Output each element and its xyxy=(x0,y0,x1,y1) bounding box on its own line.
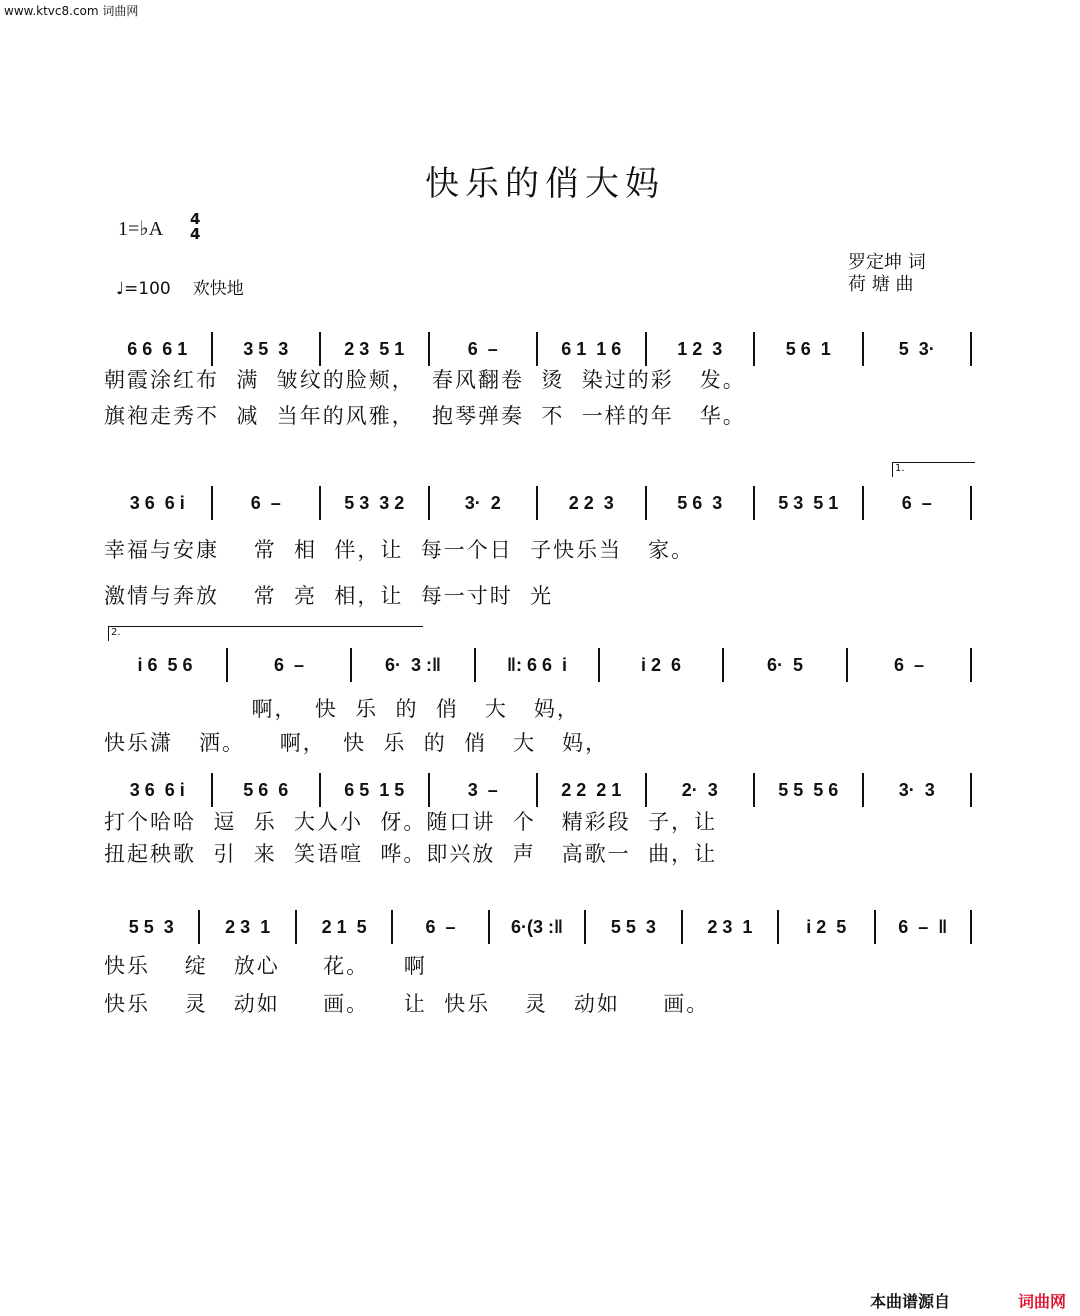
staff-line xyxy=(104,334,972,364)
measure: i 2 6 xyxy=(600,648,724,682)
measure: 5 3· xyxy=(864,332,973,366)
lyric-line: 幸福与安康 常 相 伴，让 每一个日 子快乐当 家。 xyxy=(104,538,695,562)
lyric-line: 快乐潇 洒。 啊， 快 乐 的 俏 大 妈， xyxy=(104,731,609,755)
measure: 5 3 5 1 xyxy=(755,486,864,520)
mood: 欢快地 xyxy=(192,279,244,299)
measure: i 6 5 6 xyxy=(104,648,228,682)
lyric-line: 快乐 灵 动如 画。 让 快乐 灵 动如 画。 xyxy=(104,992,710,1016)
measure: 3 6 6 i xyxy=(104,773,213,807)
measure: 6 – xyxy=(213,486,322,520)
measure: 1 2 3 xyxy=(647,332,756,366)
lyric-line: 打个哈哈 逗 乐 大人小 伢。随口讲 个 精彩段 子，让 xyxy=(104,810,718,834)
measure: 6· 3 :‖ xyxy=(352,648,476,682)
measure: 6 6 6 1 xyxy=(104,332,213,366)
lyric-line: 扭起秧歌 引 来 笑语喧 哗。即兴放 声 高歌一 曲，让 xyxy=(104,842,718,866)
measure: 5 5 5 6 xyxy=(755,773,864,807)
staff-line xyxy=(104,775,972,805)
measure: 2 3 1 xyxy=(683,910,779,944)
measure: 5 5 3 xyxy=(104,910,200,944)
measure: 6 5 1 5 xyxy=(321,773,430,807)
measure: 3· 2 xyxy=(430,486,539,520)
measure: 3· 3 xyxy=(864,773,973,807)
time-signature xyxy=(190,212,200,242)
measure: 6· 5 xyxy=(724,648,848,682)
measure: 5 6 6 xyxy=(213,773,322,807)
lyric-line: 旗袍走秀不 减 当年的风雅， 抱琴弹奏 不 一样的年 华。 xyxy=(104,404,746,428)
lyric-line: 激情与奔放 常 亮 相，让 每一寸时 光 xyxy=(104,584,554,608)
site-label[interactable]: www.ktvc8.com 词曲网 xyxy=(4,4,139,18)
song-title: 快乐的俏大妈 xyxy=(425,164,665,204)
tempo-value: ♩=100 xyxy=(116,279,171,299)
tempo-marking xyxy=(116,274,244,299)
measure: ‖: 6 6 i xyxy=(476,648,600,682)
staff-line xyxy=(104,488,972,518)
measure: 6 – xyxy=(864,486,973,520)
footer-site[interactable]: 词曲网 xyxy=(1017,1292,1066,1311)
key-signature: 1=♭A xyxy=(118,218,164,240)
measure: 2 2 3 xyxy=(538,486,647,520)
lyricist: 罗定坤 词 xyxy=(848,252,926,273)
measure: 5 5 3 xyxy=(586,910,682,944)
measure: 6 1 1 6 xyxy=(538,332,647,366)
composer: 荷 塘 曲 xyxy=(848,274,914,295)
measure: 2 2 2 1 xyxy=(538,773,647,807)
measure: 6 – xyxy=(848,648,972,682)
measure: 2 3 1 xyxy=(200,910,296,944)
volta-bracket: 1. xyxy=(892,462,975,477)
measure: 2 3 5 1 xyxy=(321,332,430,366)
measure: 3 5 3 xyxy=(213,332,322,366)
staff-line xyxy=(104,912,972,942)
measure: 5 3 3 2 xyxy=(321,486,430,520)
ts-top: 4 xyxy=(190,210,201,228)
measure: 6 – xyxy=(430,332,539,366)
lyric-line: 快乐 绽 放心 花。 啊 xyxy=(104,954,427,978)
volta-bracket: 2. xyxy=(108,626,423,641)
measure: 5 6 1 xyxy=(755,332,864,366)
measure: 5 6 3 xyxy=(647,486,756,520)
footer-source: 本曲谱源自 xyxy=(869,1292,950,1311)
measure: 6·(3 :‖ xyxy=(490,910,586,944)
ts-bottom: 4 xyxy=(190,225,201,243)
measure: 2 1 5 xyxy=(297,910,393,944)
staff-line xyxy=(104,650,972,680)
measure: 3 – xyxy=(430,773,539,807)
measure: 3 6 6 i xyxy=(104,486,213,520)
measure: 2· 3 xyxy=(647,773,756,807)
measure: 6 – ‖ xyxy=(876,910,972,944)
credits xyxy=(848,252,926,296)
lyric-line: 朝霞涂红布 满 皱纹的脸颊， 春风翻卷 烫 染过的彩 发。 xyxy=(104,368,746,392)
measure: i 2 5 xyxy=(779,910,875,944)
measure: 6 – xyxy=(228,648,352,682)
measure: 6 – xyxy=(393,910,489,944)
lyric-line: 啊， 快 乐 的 俏 大 妈， xyxy=(104,697,580,721)
